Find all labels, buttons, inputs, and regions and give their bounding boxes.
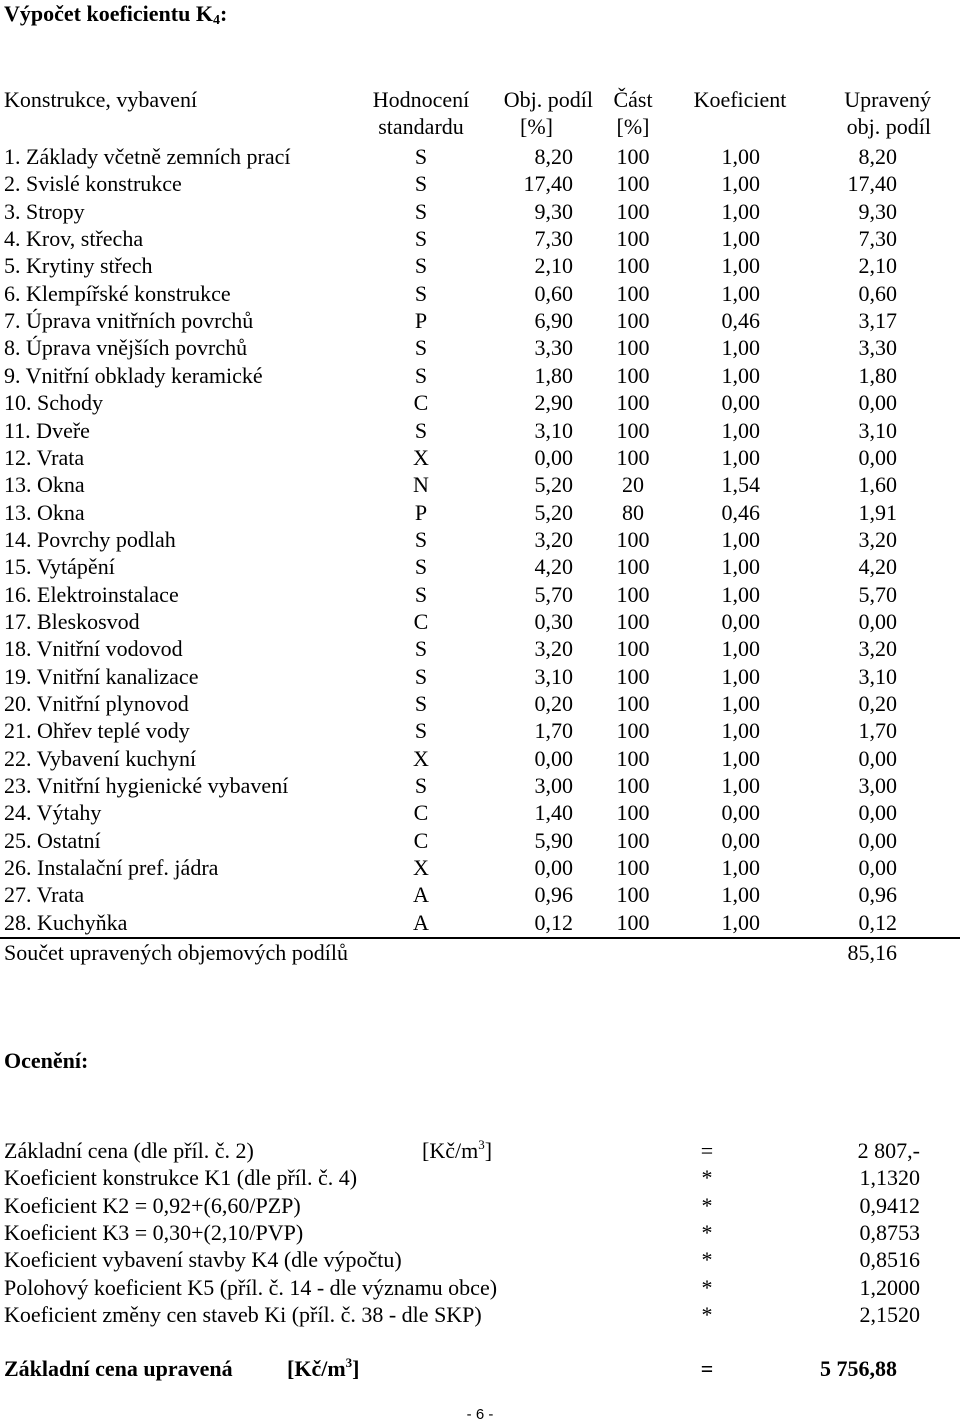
row-volume-share: 0,60 bbox=[534, 280, 573, 306]
valuation-operator: * bbox=[701, 1274, 713, 1300]
row-standard: X bbox=[413, 745, 429, 771]
row-name: 25. Ostatní bbox=[4, 827, 101, 853]
row-name: 15. Vytápění bbox=[4, 554, 115, 580]
row-part: 100 bbox=[616, 226, 650, 252]
row-name: 14. Povrchy podlah bbox=[4, 526, 176, 552]
row-standard: C bbox=[413, 608, 429, 634]
row-part: 100 bbox=[616, 909, 650, 935]
row-name: 27. Vrata bbox=[4, 882, 85, 908]
row-volume-share: 3,20 bbox=[534, 636, 573, 662]
row-adjusted-share: 0,00 bbox=[858, 800, 897, 826]
row-standard: S bbox=[414, 417, 428, 443]
valuation-title: Ocenění: bbox=[4, 1048, 89, 1073]
row-adjusted-share: 0,00 bbox=[858, 745, 897, 771]
valuation-value: 1,2000 bbox=[859, 1274, 920, 1300]
valuation-operator: * bbox=[701, 1301, 713, 1327]
row-part: 100 bbox=[616, 253, 650, 279]
valuation-value: 2 807,- bbox=[857, 1138, 920, 1163]
row-part: 100 bbox=[616, 773, 650, 799]
row-coefficient: 1,00 bbox=[721, 253, 760, 279]
row-part: 100 bbox=[616, 526, 650, 552]
row-standard: P bbox=[414, 308, 428, 334]
row-coefficient: 0,00 bbox=[721, 390, 760, 416]
row-volume-share: 4,20 bbox=[534, 554, 573, 580]
row-name: 5. Krytiny střech bbox=[4, 253, 153, 279]
row-standard: S bbox=[414, 144, 428, 169]
row-part: 20 bbox=[622, 472, 644, 498]
row-standard: S bbox=[414, 554, 428, 580]
row-adjusted-share: 0,12 bbox=[858, 909, 897, 935]
row-coefficient: 1,00 bbox=[721, 581, 760, 607]
row-standard: S bbox=[414, 581, 428, 607]
row-part: 100 bbox=[616, 882, 650, 908]
row-volume-share: 3,30 bbox=[534, 335, 573, 361]
row-coefficient: 0,00 bbox=[721, 800, 760, 826]
row-volume-share: 8,20 bbox=[534, 144, 573, 169]
row-volume-share: 0,30 bbox=[534, 608, 573, 634]
row-part: 100 bbox=[616, 800, 650, 826]
row-part: 100 bbox=[616, 608, 650, 634]
header-standard: Hodnocení standardu bbox=[372, 87, 470, 139]
row-part: 100 bbox=[616, 280, 650, 306]
valuation-operator: * bbox=[701, 1165, 713, 1191]
row-coefficient: 1,00 bbox=[721, 280, 760, 306]
row-name: 9. Vnitřní obklady keramické bbox=[4, 362, 263, 388]
row-standard: C bbox=[413, 827, 429, 853]
row-name: 26. Instalační pref. jádra bbox=[4, 855, 219, 881]
valuation-value: 2,1520 bbox=[859, 1301, 920, 1327]
valuation-label: Polohový koeficient K5 (příl. č. 14 - dle významu obce) bbox=[4, 1274, 498, 1300]
row-part: 100 bbox=[616, 581, 650, 607]
row-coefficient: 1,00 bbox=[721, 636, 760, 662]
row-volume-share: 1,80 bbox=[534, 362, 573, 388]
row-volume-share: 5,20 bbox=[534, 499, 573, 525]
row-standard: S bbox=[414, 280, 428, 306]
row-coefficient: 0,00 bbox=[721, 608, 760, 634]
valuation-label: Koeficient K2 = 0,92+(6,60/PZP) bbox=[4, 1192, 301, 1218]
row-adjusted-share: 3,10 bbox=[858, 663, 897, 689]
row-standard: S bbox=[414, 663, 428, 689]
row-name: 4. Krov, střecha bbox=[4, 226, 144, 252]
row-coefficient: 1,00 bbox=[721, 691, 760, 716]
row-part: 80 bbox=[622, 499, 644, 525]
row-coefficient: 1,00 bbox=[721, 909, 760, 935]
valuation-operator: * bbox=[701, 1219, 713, 1245]
row-volume-share: 3,00 bbox=[534, 773, 573, 799]
row-standard: S bbox=[414, 773, 428, 799]
row-standard: S bbox=[414, 226, 428, 252]
row-part: 100 bbox=[616, 745, 650, 771]
row-name: 7. Úprava vnitřních povrchů bbox=[4, 308, 254, 334]
row-part: 100 bbox=[616, 827, 650, 853]
row-volume-share: 9,30 bbox=[534, 198, 573, 224]
row-part: 100 bbox=[616, 444, 650, 470]
row-name: 10. Schody bbox=[4, 390, 103, 416]
row-name: 21. Ohřev teplé vody bbox=[4, 718, 190, 744]
row-adjusted-share: 0,00 bbox=[858, 444, 897, 470]
final-price-label: Základní cena upravená bbox=[4, 1356, 233, 1381]
row-coefficient: 1,00 bbox=[721, 855, 760, 881]
sum-value: 85,16 bbox=[847, 940, 897, 965]
row-coefficient: 1,00 bbox=[721, 663, 760, 689]
row-adjusted-share: 3,30 bbox=[858, 335, 897, 361]
valuation-value: 0,8516 bbox=[859, 1247, 920, 1273]
row-part: 100 bbox=[616, 198, 650, 224]
valuation-label: Koeficient K3 = 0,30+(2,10/PVP) bbox=[4, 1219, 304, 1245]
header-coefficient: Koeficient bbox=[693, 87, 787, 112]
row-volume-share: 0,20 bbox=[534, 691, 573, 716]
row-volume-share: 0,12 bbox=[534, 909, 573, 935]
row-adjusted-share: 0,00 bbox=[858, 827, 897, 853]
final-price-unit: $[Kč/m^3]$ bbox=[287, 1355, 360, 1381]
row-standard: X bbox=[413, 444, 429, 470]
row-volume-share: 2,90 bbox=[534, 390, 573, 416]
row-coefficient: 0,46 bbox=[721, 499, 760, 525]
row-name: 11. Dveře bbox=[4, 417, 90, 443]
row-name: 16. Elektroinstalace bbox=[4, 581, 179, 607]
row-adjusted-share: 3,00 bbox=[858, 773, 897, 799]
row-coefficient: 1,00 bbox=[721, 362, 760, 388]
final-price-operator: = bbox=[700, 1356, 714, 1381]
row-coefficient: 1,00 bbox=[721, 226, 760, 252]
row-coefficient: 1,00 bbox=[721, 882, 760, 908]
row-standard: X bbox=[413, 855, 429, 881]
row-adjusted-share: 2,10 bbox=[858, 253, 897, 279]
valuation-operator: * bbox=[701, 1192, 713, 1218]
row-coefficient: 1,00 bbox=[721, 745, 760, 771]
header-volume-share: Obj. podíl [%] bbox=[503, 87, 593, 139]
row-coefficient: 0,00 bbox=[721, 827, 760, 853]
row-volume-share: 2,10 bbox=[534, 253, 573, 279]
row-volume-share: 1,40 bbox=[534, 800, 573, 826]
row-volume-share: 5,70 bbox=[534, 581, 573, 607]
row-part: 100 bbox=[616, 691, 650, 716]
row-adjusted-share: 5,70 bbox=[858, 581, 897, 607]
row-volume-share: 0,96 bbox=[534, 882, 573, 908]
row-adjusted-share: 1,80 bbox=[858, 362, 897, 388]
row-adjusted-share: 4,20 bbox=[858, 554, 897, 580]
row-adjusted-share: 1,60 bbox=[858, 472, 897, 498]
row-standard: S bbox=[414, 526, 428, 552]
row-volume-share: 3,20 bbox=[534, 526, 573, 552]
row-coefficient: 1,00 bbox=[721, 417, 760, 443]
row-name: 13. Okna bbox=[4, 472, 85, 498]
row-volume-share: 0,00 bbox=[534, 745, 573, 771]
row-volume-share: 0,00 bbox=[534, 855, 573, 881]
valuation-unit: $[Kč/m^3]$ bbox=[422, 1137, 493, 1163]
row-name: 8. Úprava vnějších povrchů bbox=[4, 335, 248, 361]
row-volume-share: 3,10 bbox=[534, 417, 573, 443]
sum-label: Součet upravených objemových podílů bbox=[4, 940, 348, 965]
row-part: 100 bbox=[616, 554, 650, 580]
row-name: 3. Stropy bbox=[4, 198, 85, 224]
valuation-value: 1,1320 bbox=[859, 1165, 920, 1191]
row-adjusted-share: 0,60 bbox=[858, 280, 897, 306]
row-coefficient: 1,00 bbox=[721, 198, 760, 224]
row-part: 100 bbox=[616, 390, 650, 416]
row-adjusted-share: 17,40 bbox=[847, 171, 897, 197]
row-part: 100 bbox=[616, 636, 650, 662]
valuation-operator: * bbox=[701, 1247, 713, 1273]
row-adjusted-share: 3,20 bbox=[858, 526, 897, 552]
row-coefficient: 1,00 bbox=[721, 773, 760, 799]
row-part: 100 bbox=[616, 335, 650, 361]
row-adjusted-share: 0,00 bbox=[858, 855, 897, 881]
row-standard: N bbox=[413, 472, 429, 498]
row-name: 20. Vnitřní plynovod bbox=[4, 691, 189, 716]
valuation-label: Koeficient konstrukce K1 (dle příl. č. 4) bbox=[4, 1165, 358, 1191]
row-standard: A bbox=[413, 909, 429, 935]
row-name: 1. Základy včetně zemních prací bbox=[4, 144, 291, 169]
row-adjusted-share: 3,20 bbox=[858, 636, 897, 662]
valuation-label: Koeficient vybavení stavby K4 (dle výpočtu) bbox=[4, 1247, 402, 1273]
row-adjusted-share: 9,30 bbox=[858, 198, 897, 224]
row-coefficient: 1,00 bbox=[721, 554, 760, 580]
row-adjusted-share: 1,70 bbox=[858, 718, 897, 744]
row-standard: C bbox=[413, 800, 429, 826]
row-coefficient: 1,00 bbox=[721, 444, 760, 470]
row-standard: S bbox=[414, 636, 428, 662]
row-name: 12. Vrata bbox=[4, 444, 85, 470]
row-adjusted-share: 0,20 bbox=[858, 691, 897, 716]
row-adjusted-share: 3,10 bbox=[858, 417, 897, 443]
row-adjusted-share: 0,00 bbox=[858, 390, 897, 416]
valuation-value: 0,9412 bbox=[859, 1192, 920, 1218]
row-coefficient: 1,00 bbox=[721, 526, 760, 552]
row-adjusted-share: 0,00 bbox=[858, 608, 897, 634]
row-volume-share: 1,70 bbox=[534, 718, 573, 744]
row-adjusted-share: 0,96 bbox=[858, 882, 897, 908]
row-volume-share: 17,40 bbox=[523, 171, 573, 197]
row-name: 23. Vnitřní hygienické vybavení bbox=[4, 773, 289, 799]
row-standard: S bbox=[414, 691, 428, 716]
row-coefficient: 1,00 bbox=[721, 335, 760, 361]
row-name: 24. Výtahy bbox=[4, 800, 102, 826]
header-adjusted-share: Upravený obj. podíl bbox=[844, 87, 931, 139]
row-volume-share: 0,00 bbox=[534, 444, 573, 470]
row-standard: S bbox=[414, 253, 428, 279]
row-volume-share: 6,90 bbox=[534, 308, 573, 334]
valuation-operator: = bbox=[700, 1138, 714, 1163]
valuation-value: 0,8753 bbox=[859, 1219, 920, 1245]
row-part: 100 bbox=[616, 855, 650, 881]
row-adjusted-share: 3,17 bbox=[858, 308, 897, 334]
row-standard: S bbox=[414, 718, 428, 744]
row-standard: S bbox=[414, 335, 428, 361]
row-name: 13. Okna bbox=[4, 499, 85, 525]
row-standard: S bbox=[414, 362, 428, 388]
row-standard: C bbox=[413, 390, 429, 416]
row-adjusted-share: 1,91 bbox=[858, 499, 897, 525]
row-coefficient: 1,00 bbox=[721, 171, 760, 197]
row-adjusted-share: 7,30 bbox=[858, 226, 897, 252]
row-volume-share: 3,10 bbox=[534, 663, 573, 689]
row-standard: S bbox=[414, 171, 428, 197]
row-coefficient: 1,00 bbox=[721, 144, 760, 169]
page-number: - 6 - bbox=[466, 1406, 494, 1423]
row-part: 100 bbox=[616, 663, 650, 689]
row-volume-share: 5,20 bbox=[534, 472, 573, 498]
row-part: 100 bbox=[616, 144, 650, 169]
valuation-label: Základní cena (dle příl. č. 2) bbox=[4, 1138, 254, 1163]
row-volume-share: 5,90 bbox=[534, 827, 573, 853]
header-part: Část [%] bbox=[613, 87, 653, 139]
page-title: Výpočet koeficientu $K_4$: bbox=[4, 1, 228, 28]
row-standard: S bbox=[414, 198, 428, 224]
header-construction: Konstrukce, vybavení bbox=[4, 87, 198, 112]
row-part: 100 bbox=[616, 362, 650, 388]
row-coefficient: 0,46 bbox=[721, 308, 760, 334]
row-part: 100 bbox=[616, 171, 650, 197]
valuation-label: Koeficient změny cen staveb Ki (příl. č. 38 - dle SKP) bbox=[4, 1301, 482, 1327]
row-name: 2. Svislé konstrukce bbox=[4, 171, 182, 197]
row-part: 100 bbox=[616, 417, 650, 443]
row-name: 19. Vnitřní kanalizace bbox=[4, 663, 199, 689]
row-coefficient: 1,00 bbox=[721, 718, 760, 744]
row-adjusted-share: 8,20 bbox=[858, 144, 897, 169]
row-standard: A bbox=[413, 882, 429, 908]
row-coefficient: 1,54 bbox=[721, 472, 760, 498]
row-part: 100 bbox=[616, 718, 650, 744]
row-volume-share: 7,30 bbox=[534, 226, 573, 252]
row-name: 28. Kuchyňka bbox=[4, 909, 128, 935]
row-name: 22. Vybavení kuchyní bbox=[4, 745, 197, 771]
row-part: 100 bbox=[616, 308, 650, 334]
row-name: 17. Bleskosvod bbox=[4, 608, 140, 634]
row-name: 6. Klempířské konstrukce bbox=[4, 280, 231, 306]
row-name: 18. Vnitřní vodovod bbox=[4, 636, 183, 662]
row-standard: P bbox=[414, 499, 428, 525]
final-price-value: 5 756,88 bbox=[820, 1356, 897, 1381]
